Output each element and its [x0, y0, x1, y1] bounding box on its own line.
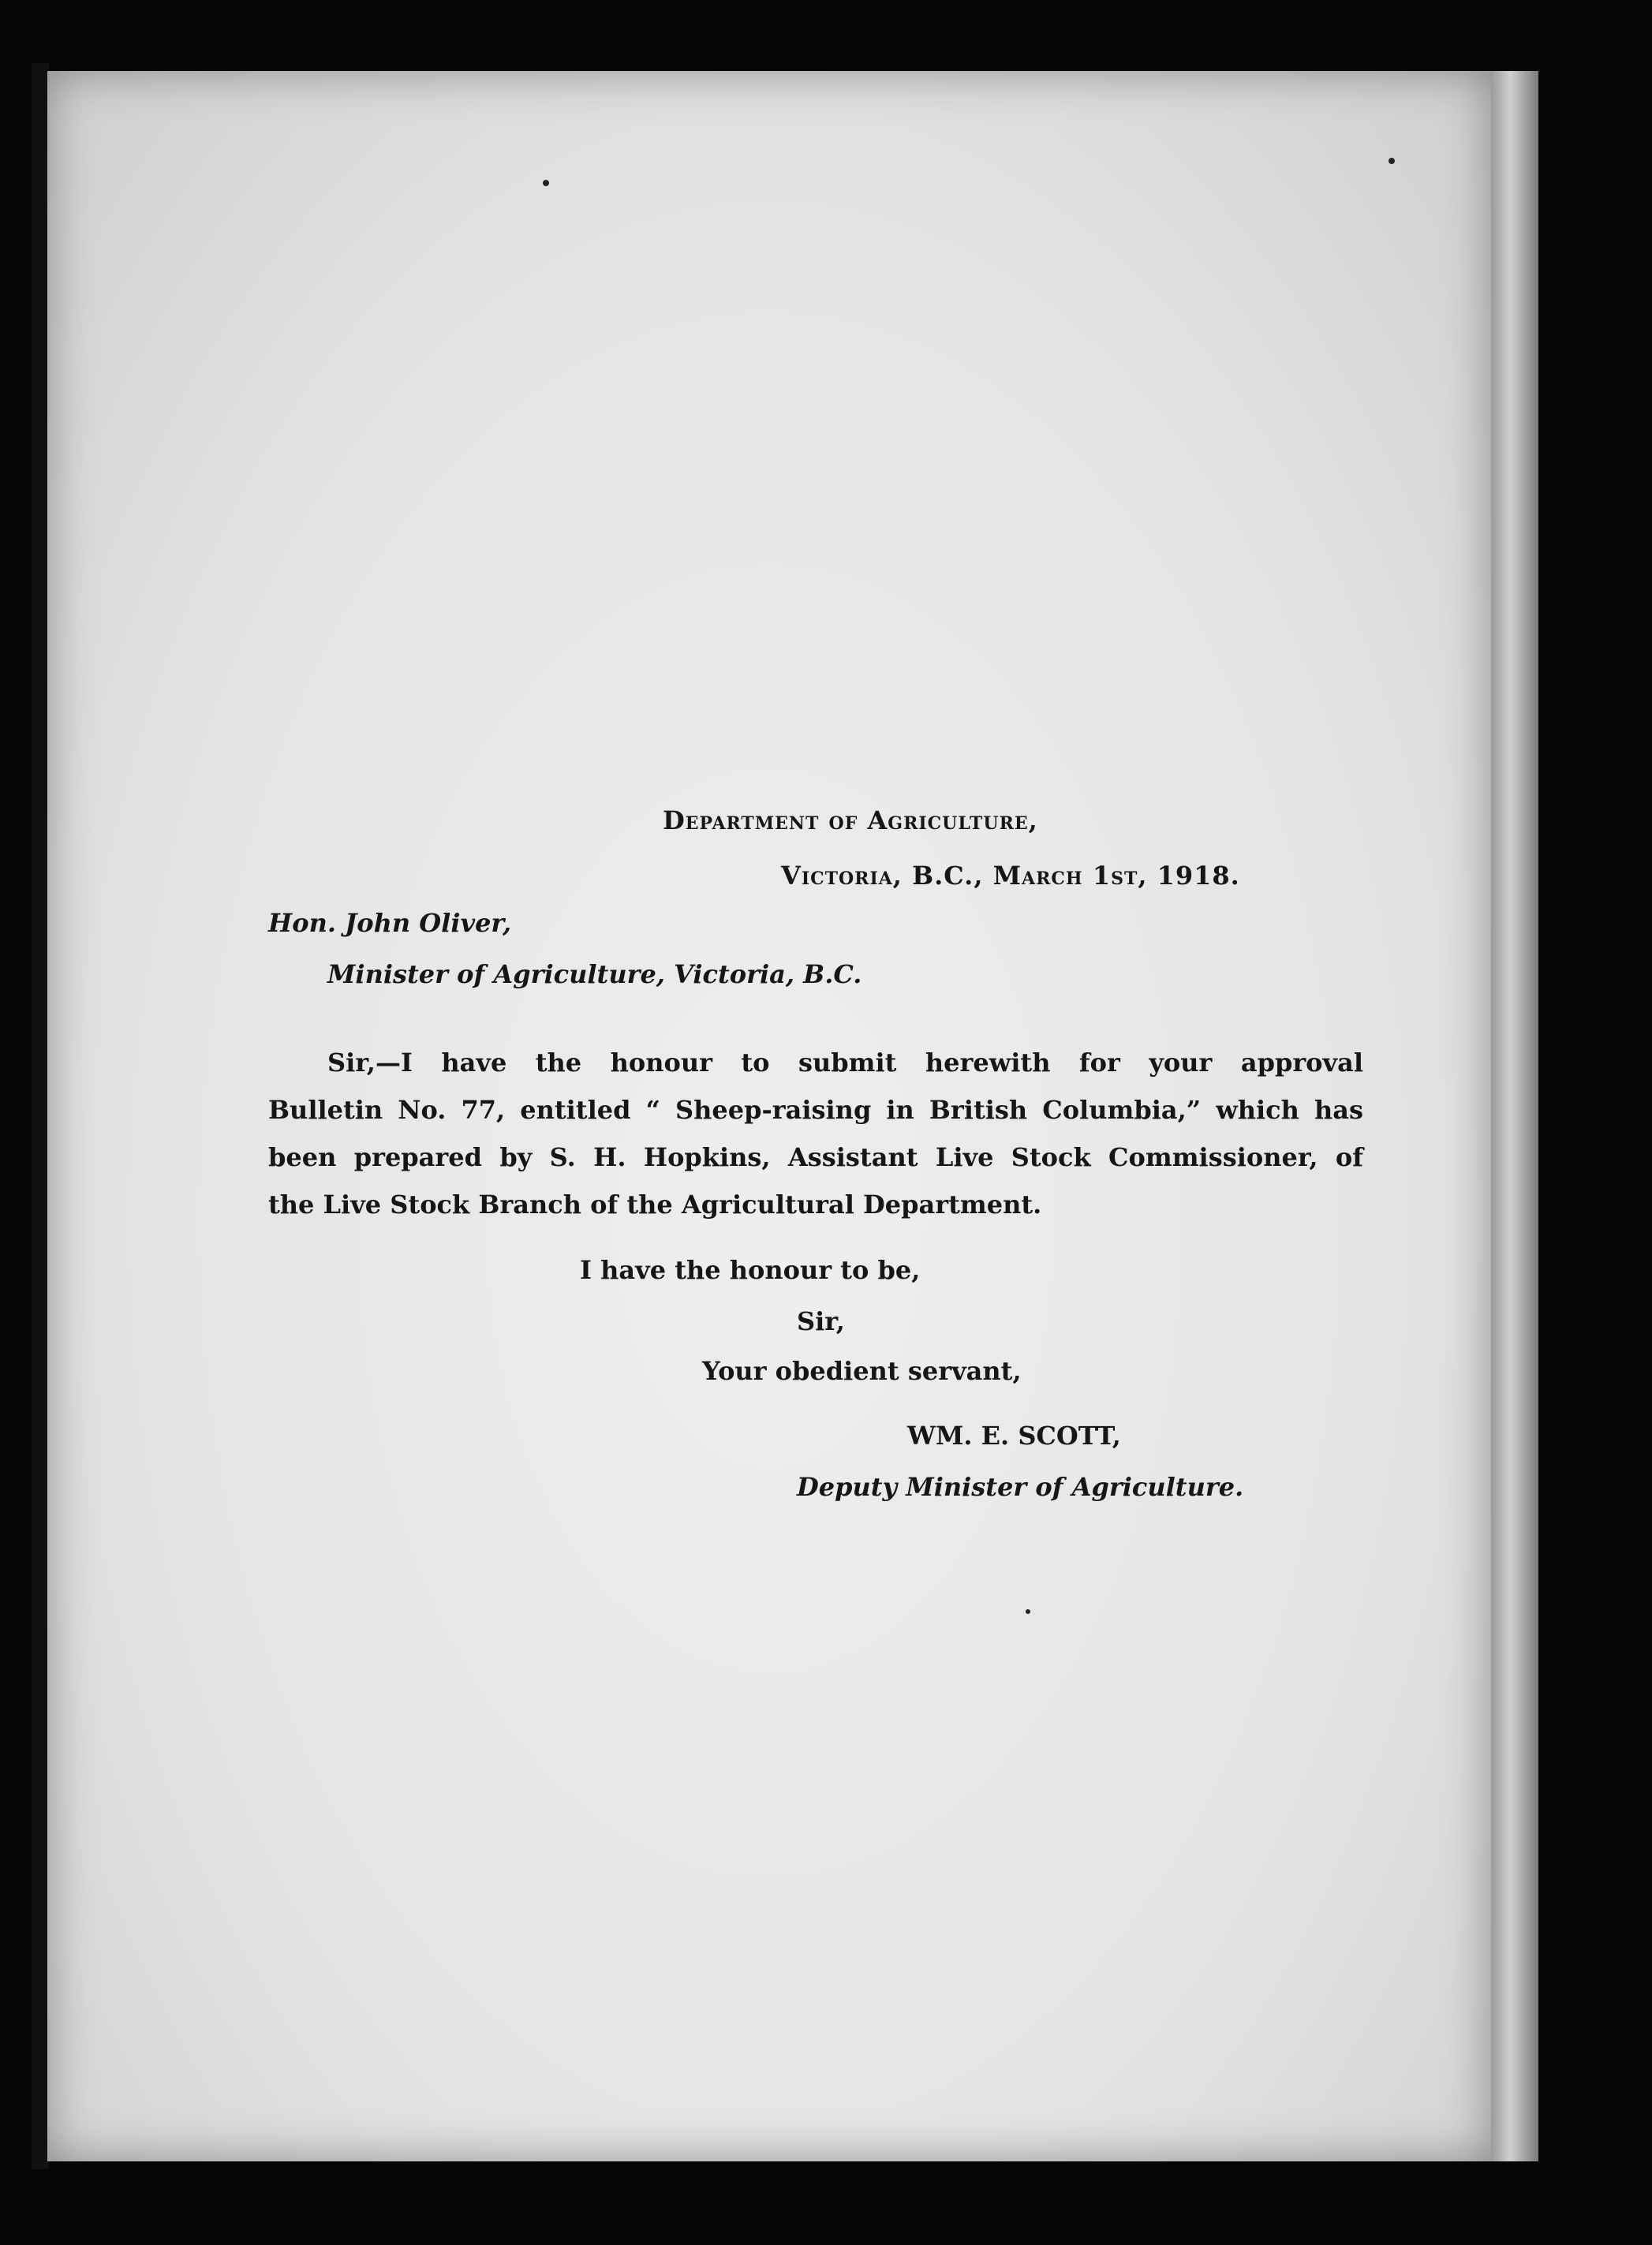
department-heading: Department of Agriculture,	[663, 805, 1038, 835]
closing-honour: I have the honour to be,	[580, 1255, 921, 1285]
signature-title: Deputy Minister of Agriculture.	[797, 1472, 1244, 1502]
closing-sir: Sir,	[797, 1306, 845, 1336]
page-right-edge	[1491, 71, 1538, 2161]
signature-name: WM. E. SCOTT,	[907, 1421, 1121, 1451]
body-line-2: Bulletin No. 77, entitled “ Sheep-raising in British Columbia,” which has	[268, 1095, 1363, 1125]
body-line-3: been prepared by S. H. Hopkins, Assistant Live Stock Commissioner, of	[268, 1142, 1363, 1172]
addressee-title: Minister of Agriculture, Victoria, B.C.	[327, 959, 862, 989]
place-date-line: Victoria, B.C., March 1st, 1918.	[781, 861, 1240, 891]
page-left-edge	[32, 63, 49, 2169]
addressee-name: Hon. John Oliver,	[268, 908, 512, 938]
body-line-4: the Live Stock Branch of the Agricultural Department.	[268, 1190, 1042, 1220]
letter	[47, 71, 1491, 2161]
body-line-1: Sir,—I have the honour to submit herewith for your approval	[327, 1048, 1363, 1078]
closing-servant: Your obedient servant,	[702, 1356, 1022, 1386]
